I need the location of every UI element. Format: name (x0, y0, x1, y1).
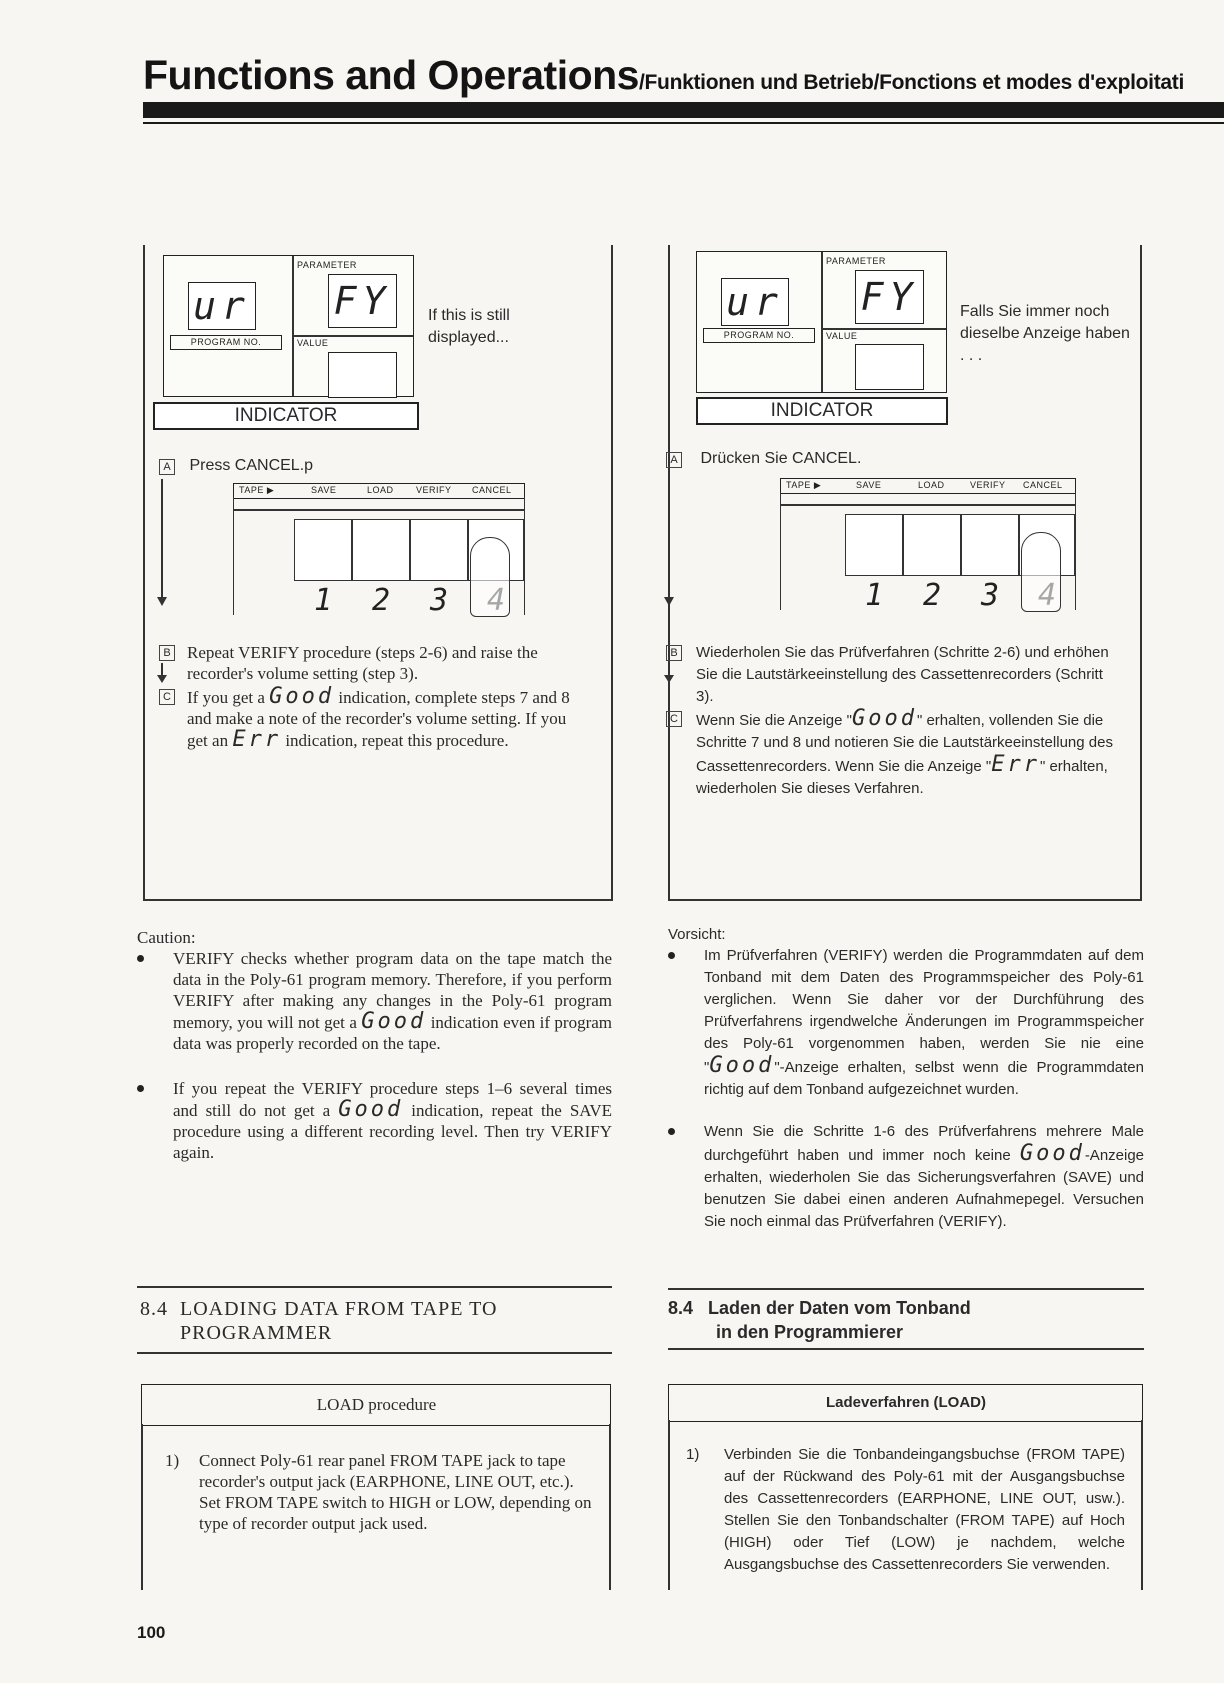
indicator-label: INDICATOR (153, 402, 419, 430)
button-number-2-de: 2 (922, 578, 942, 613)
step-c-text-1: If you get a (187, 688, 265, 707)
procedure-step-number-de: 1) (686, 1446, 700, 1463)
step-a-text: Press CANCEL.p (189, 457, 314, 474)
step-a-letter: A (159, 459, 175, 475)
load-label: LOAD (367, 485, 394, 495)
section-title-en-line1: LOADING DATA FROM TAPE TO (180, 1298, 498, 1320)
display-unit (163, 255, 414, 397)
step-a-text-de: Drücken Sie CANCEL. (700, 450, 862, 467)
page-number: 100 (137, 1623, 166, 1642)
tape-label-de: TAPE ▶ (786, 480, 822, 490)
section-title-de-line2: in den Programmierer (716, 1322, 904, 1342)
button-panel (233, 483, 526, 618)
section-number-de: 8.4 (668, 1298, 694, 1318)
caution-bullet-2-en: If you repeat the VERIFY procedure steps 1–6 several times and still do not get a Good indication, repeat the SAVE procedure using a different recording level. Then try VERIFY again. (137, 1078, 612, 1163)
procedure-heading-en: LOAD procedure (316, 1395, 437, 1414)
good-readout-caution-2-de: Good (1019, 1141, 1085, 1166)
value-label: VALUE (297, 338, 329, 348)
panel-de (668, 245, 1142, 901)
caution-bullet-2-de: Wenn Sie die Schritte 1-6 des Prüfverfahrens mehrere Male durchgeführt haben und immer noch keine Good-Anzeige erhalten, wiederholen Sie das Sicherungsverfahren (SAVE) und benutzen Sie dabei einen anderen Aufnahmepegel. Versuchen Sie noch einmal das Prüfverfahren (VERIFY). (668, 1121, 1144, 1233)
tape-label: TAPE ▶ (239, 485, 275, 495)
program-label: PROGRAM NO. (170, 335, 282, 350)
bullet-icon (668, 952, 675, 959)
value-label-de: VALUE (826, 331, 858, 341)
header-title: Functions and Operations (143, 52, 639, 98)
display-unit-de (696, 251, 947, 393)
step-c-de (666, 708, 1116, 800)
bullet-icon (137, 1085, 144, 1092)
cancel-label: CANCEL (472, 485, 512, 495)
step-b-de (666, 642, 1116, 708)
panel-en (143, 245, 613, 901)
save-label: SAVE (311, 485, 337, 495)
step-b-text-de: Wiederholen Sie das Prüfverfahren (Schritte 2-6) und erhöhen Sie die Lautstärkeeinstellung des Cassettenrecorders (Schritt 3). (696, 644, 1109, 705)
step-b (159, 642, 579, 684)
step-b-letter: B (159, 645, 175, 661)
flow-arrow-ab (161, 479, 163, 599)
caution-bullet-1-en: VERIFY checks whether program data on the tape match the data in the Poly-61 program memory. Therefore, if you perform VERIFY after making any changes in the Poly-61 program memory, you will not get a Good indication even if program data was properly recorded on the tape. (137, 948, 612, 1054)
err-readout: Err (232, 727, 282, 752)
caution-bullet-1-de: Im Prüfverfahren (VERIFY) werden die Programmdaten auf dem Tonband mit dem Daten des Programmspeicher des Poly-61 verglichen. Wenn Sie daher vor der Durchführung des Prüfverfahrens irgendwelche Änderungen im Programmspeicher des Poly-61 vorgenommen haben, werden Sie nie eine "Good"-Anzeige erhalten, selbst wenn die Programmdaten richtig auf dem Tonband aufgezeichnet wurden. (668, 945, 1144, 1101)
bullet-icon (668, 1128, 675, 1135)
button-number-1-de: 1 (864, 578, 884, 613)
header-subtitle: /Funktionen und Betrieb/Fonctions et modes d'exploitati (638, 71, 1184, 94)
good-readout-caution-1-de: Good (709, 1053, 775, 1078)
section-title-en-line2: PROGRAMMER (180, 1322, 333, 1344)
parameter-label: PARAMETER (297, 260, 357, 270)
procedure-box-de (668, 1384, 1144, 1590)
bullet-icon (137, 955, 144, 962)
verify-label: VERIFY (416, 485, 452, 495)
display-note: If this is still displayed... (428, 307, 510, 346)
step-b-letter-de: B (666, 645, 682, 661)
section-number-en: 8.4 (140, 1298, 168, 1320)
caution-heading-en: Caution: (137, 928, 196, 947)
section-title-de-line1: Laden der Daten vom Tonband (708, 1298, 971, 1318)
parameter-label-de: PARAMETER (826, 256, 886, 266)
err-readout-de: Err (991, 752, 1040, 777)
button-number-2: 2 (371, 583, 391, 618)
procedure-step-text-en: Connect Poly-61 rear panel FROM TAPE jack to tape recorder's output jack (EARPHONE, LINE OUT, etc.). Set FROM TAPE switch to HIGH or LOW, depending on type of recorder output jack used. (199, 1451, 592, 1533)
value-readout-de (855, 344, 924, 390)
parameter-readout: FY (328, 274, 397, 328)
good-readout-de: Good (851, 706, 917, 731)
step-c-letter-de: C (666, 711, 682, 727)
verify-label-de: VERIFY (970, 480, 1006, 490)
arrow-head (157, 597, 167, 606)
program-readout: ur (188, 282, 256, 330)
header-bar (143, 102, 1224, 118)
step-a (159, 455, 559, 477)
load-label-de: LOAD (918, 480, 945, 490)
save-label-de: SAVE (856, 480, 882, 490)
step-c-text-2: indication, complete steps 7 and 8 and make a note of the recorder's volume setting. If you get an (187, 688, 570, 750)
button-panel-de (780, 478, 1077, 613)
page-header (143, 52, 1184, 99)
good-readout-caution-1: Good (361, 1009, 427, 1034)
good-readout: Good (269, 684, 335, 709)
section-title-de (668, 1296, 1138, 1344)
procedure-box-en (141, 1384, 612, 1590)
good-readout-caution-2: Good (338, 1097, 404, 1122)
procedure-step-number-en: 1) (165, 1451, 180, 1470)
display-note-de: Falls Sie immer noch dieselbe Anzeige haben . . . (960, 303, 1130, 364)
caution-heading-de: Vorsicht: (668, 926, 726, 943)
button-number-1: 1 (313, 583, 333, 618)
step-c-text-1-de: Wenn Sie die Anzeige " (696, 712, 852, 729)
cancel-label-de: CANCEL (1023, 480, 1063, 490)
load-button[interactable] (352, 519, 410, 581)
verify-button[interactable] (410, 519, 468, 581)
procedure-heading-de: Ladeverfahren (LOAD) (825, 1394, 987, 1411)
button-number-3-de: 3 (980, 578, 1000, 613)
header-rule (143, 122, 1224, 124)
step-a-de (666, 448, 1086, 470)
program-label-de: PROGRAM NO. (703, 328, 815, 343)
step-c-text-2-de: " erhalten, vollenden Sie die Schritte 7 und 8 und notieren Sie die Lautstärkeeinstellung des Cassettenrecorders. Wenn Sie die Anzeige " (696, 712, 1113, 775)
program-readout-de: ur (721, 278, 789, 326)
finger-icon (470, 537, 510, 617)
save-button[interactable] (294, 519, 352, 581)
step-c (159, 686, 579, 751)
verify-button-de[interactable] (961, 514, 1019, 576)
step-b-text: Repeat VERIFY procedure (steps 2-6) and raise the recorder's volume setting (step 3). (187, 643, 538, 683)
step-c-letter: C (159, 689, 175, 705)
save-button-de[interactable] (845, 514, 903, 576)
step-a-letter-de: A (666, 452, 682, 468)
section-title-en (140, 1297, 610, 1345)
step-c-text-3: indication, repeat this procedure. (285, 731, 509, 750)
procedure-step-text-de: Verbinden Sie die Tonbandeingangsbuchse (FROM TAPE) auf der Rückwand des Poly-61 mit der Ausgangsbuchse des Cassettenrecorders (EARPHONE, LINE OUT, usw.). Stellen Sie den Tonbandschalter (FROM TAPE) auf Hoch (HIGH) oder Tief (LOW) je nachdem, welche Ausgangsbuchse des Cassettenrecorders Sie verwenden. (724, 1446, 1125, 1573)
flow-arrow-ab-de (668, 471, 670, 599)
parameter-readout-de: FY (855, 270, 924, 324)
indicator-label-de: INDICATOR (696, 397, 948, 425)
value-readout (328, 352, 397, 398)
load-button-de[interactable] (903, 514, 961, 576)
button-number-3: 3 (429, 583, 449, 618)
finger-icon-de (1021, 532, 1061, 612)
step-c-text-3-de: " erhalten, wiederholen Sie dieses Verfahren. (696, 758, 1108, 797)
